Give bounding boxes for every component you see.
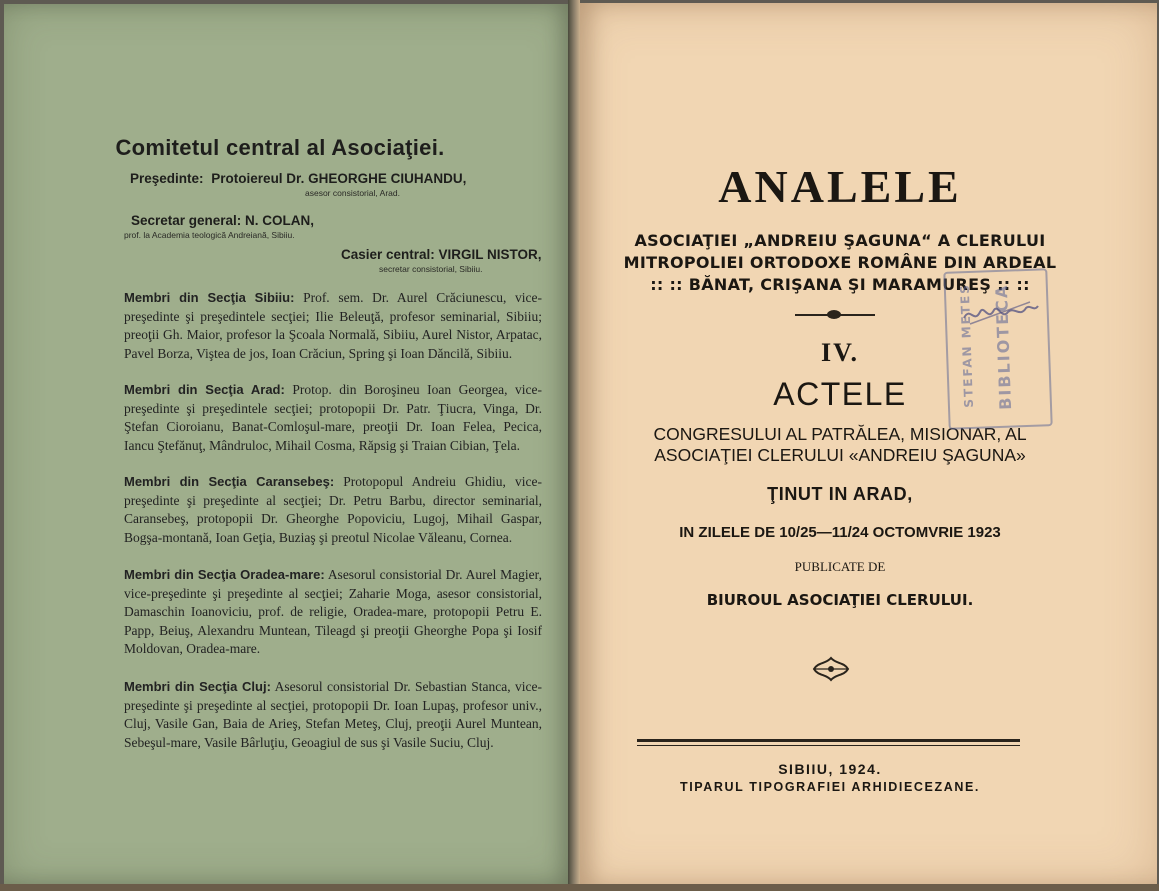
handwritten-signature-icon — [960, 298, 1040, 328]
publisher-name: BIUROUL ASOCIAŢIEI CLERULUI. — [706, 591, 974, 609]
place-year: SIBIIU, 1924. — [778, 761, 882, 777]
cashier-line: Casier central: VIRGIL NISTOR, — [341, 247, 542, 262]
section-head: Membri din Secţia Cluj: — [124, 679, 271, 694]
congress-line-2: ASOCIAŢIEI CLERULUI «ANDREIU ŞAGUNA» — [654, 445, 1026, 465]
secretary-detail: prof. la Academia teologică Andreiană, Sibiiu. — [124, 230, 295, 240]
double-rule-bottom — [637, 745, 1020, 746]
committee-title: Comitetul central al Asociaţiei. — [115, 135, 445, 160]
subtitle-line-2: MITROPOLIEI ORTODOXE ROMÂNE DIN ARDEAL — [623, 253, 1057, 272]
stamp-line-1: BIBLIOTECA — [991, 283, 1016, 411]
cashier-detail: secretar consistorial, Sibiiu. — [379, 264, 483, 274]
president-line — [130, 171, 540, 187]
section-text: Asesorul consistorial Dr. Aurel Magier, vice-preşedinte şi preşedinte al secţiei; Zaharie Moga, asesor consistorial, Damaschin Ioanoviciu, prof. de religie, Oradea-mare, protopopii Petru E. Papp, Beiuş, Alexandru Muntean, Tileagd şi preoţii Gheorghe Popa şi Iosif Moldovan, Oradea-mare. — [124, 567, 542, 656]
double-rule-top — [637, 739, 1020, 742]
section-text: Asesorul consistorial Dr. Sebastian Stanca, vice-preşedinte şi preşedinte al secţiei, protopopii Dr. Ioan Lupaş, profesor univ., Cluj, Vasile Gan, Baia de Arieş, Stefan Meteş, Cluj, preoţii Aurel Muntean, Sebeşul-mare, Vasile Bârluţiu, Geoagiul de sus şi Vasile Suciu, Cluj. — [124, 679, 542, 750]
section-sibiiu — [124, 289, 542, 363]
section-cluj — [124, 678, 542, 752]
section-caransebes — [124, 473, 542, 547]
section-head: Membri din Secţia Caransebeş: — [124, 474, 335, 489]
secretary-line: Secretar general: N. COLAN, — [131, 213, 315, 228]
section-text: Protopopul Andreiu Ghidiu, vice-preşedinte şi preşedinte al secţiei; Dr. Petru Barbu, director seminarial, Caransebeş, protopopii Dr. Gheorghe Popoviciu, Lugoj, Mihail Gaspar, Bogşa-montană, Ioan Geţia, Buziaş şi preotul Nicolae Văleanu, Cornea. — [124, 474, 543, 545]
section-title: ACTELE — [773, 376, 907, 412]
congress-dates: IN ZILELE DE 10/25—11/24 OCTOMVRIE 1923 — [679, 524, 1001, 541]
fleuron-ornament-icon — [812, 656, 850, 682]
section-head: Membri din Secţia Sibiiu: — [124, 290, 295, 305]
library-stamp — [943, 268, 1052, 430]
book-gutter — [568, 0, 580, 891]
president-detail: asesor consistorial, Arad. — [305, 188, 400, 198]
section-arad — [124, 381, 542, 455]
president-role: Preşedinte: — [130, 171, 204, 186]
congress-description — [580, 424, 1100, 466]
section-text: Prof. sem. Dr. Aurel Crăciunescu, vice-preşedinte şi preşedintele secţiei; Ilie Beleuţă, profesor seminarial, Sibiiu; preoţii Gh. Maior, profesor la Şcoala Normală, Sibiiu, Aurel Nistor, Arpatac, Pavel Borza, Viştea de jos, Ioan Crăciun, Spring şi Ioan Dăncilă, Sibiiu. — [124, 290, 542, 361]
page-edge — [0, 884, 1159, 891]
volume-number: IV. — [820, 338, 860, 367]
section-head: Membri din Secţia Oradea-mare: — [124, 567, 325, 582]
section-oradea-mare — [124, 566, 542, 659]
subtitle-line-1: ASOCIAŢIEI „ANDREIU ŞAGUNA“ A CLERULUI — [634, 231, 1046, 250]
divider-ornament-dot — [827, 310, 841, 319]
congress-line-1: CONGRESULUI AL PATRĂLEA, MISIONAR, AL — [653, 424, 1027, 444]
stamp-line-2: STEFAN METES — [957, 282, 977, 408]
book-title: ANALELE — [718, 161, 962, 212]
printer-imprint: TIPARUL TIPOGRAFIEI ARHIDIECEZANE. — [679, 780, 980, 794]
president-name: Protoiereul Dr. GHEORGHE CIUHANDU, — [211, 171, 467, 186]
section-head: Membri din Secţia Arad: — [124, 382, 285, 397]
section-text: Protop. din Boroşineu Ioan Georgea, vice-preşedinte şi preşedintele secţiei; protopopii Dr. Patr. Ţiucra, Vinga, Dr. Ştefan Cioroianu, Banat-Comloşul-mare, preoţii Dr. Ioan Felea, Pecica, Iancu Ştefănuţ, Mândruloc, Mihail Cosma, Răpsig şi Traian Cibian, Ţela. — [124, 382, 543, 453]
published-by-label: PUBLICATE DE — [794, 559, 886, 574]
held-in: ŢINUT IN ARAD, — [767, 484, 913, 504]
subtitle-line-3: :: :: BĂNAT, CRIŞANA ŞI MARAMUREŞ :: :: — [650, 275, 1030, 294]
